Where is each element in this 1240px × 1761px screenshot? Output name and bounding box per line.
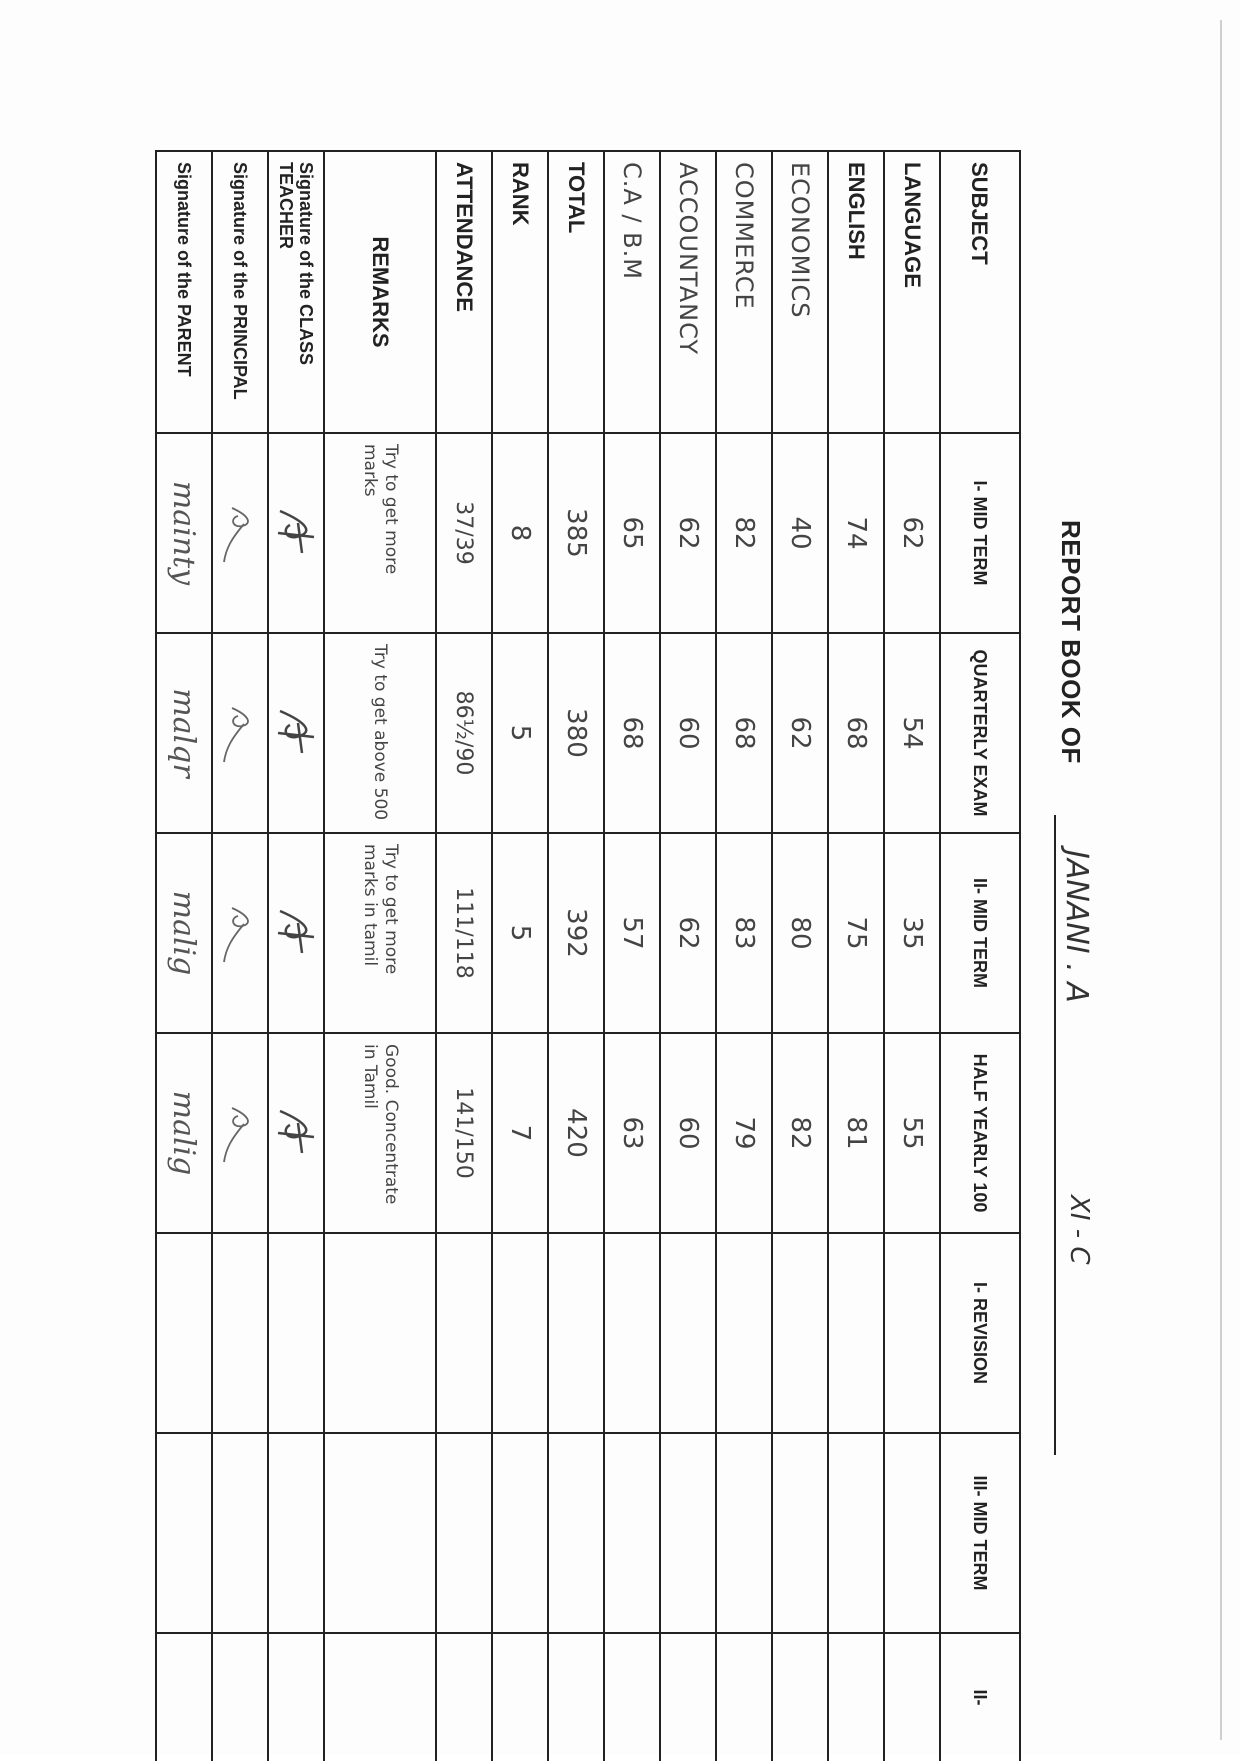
teacher-signature [268, 633, 324, 833]
cell-value [436, 1633, 492, 1761]
row-label-economics: ECONOMICS [772, 151, 828, 433]
parent-signature [156, 633, 212, 833]
principal-signature-mark [218, 498, 262, 568]
remark-text: Good. Concentrate in Tamil [324, 1033, 436, 1233]
row-label-parent-signature: Signature of the PARENT [156, 151, 212, 433]
cell-value: 62 [772, 633, 828, 833]
parent-signature-text: mainty [166, 480, 202, 586]
cell-value: 37/39 [436, 433, 492, 633]
cell-value [660, 1233, 716, 1433]
cell-value: 7 [492, 1033, 548, 1233]
principal-signature-mark [218, 1098, 262, 1168]
cell-value: 68 [604, 633, 660, 833]
remark-text [324, 1633, 436, 1761]
cell-value [884, 1633, 940, 1761]
cell-value: 420 [548, 1033, 604, 1233]
teacher-signature [268, 433, 324, 633]
table-row [548, 151, 604, 1761]
cell-value: 68 [828, 633, 884, 833]
cell-value: 68 [716, 633, 772, 833]
cell-value: 65 [604, 433, 660, 633]
cell-value [660, 1633, 716, 1761]
cell-value [604, 1233, 660, 1433]
col-header-subject: SUBJECT [940, 151, 1020, 433]
cell-value: 75 [828, 833, 884, 1033]
col-header-mid-term-3: III- MID TERM [940, 1433, 1020, 1633]
cell-value: 83 [716, 833, 772, 1033]
cell-value: 82 [772, 1033, 828, 1233]
cell-value: 62 [660, 833, 716, 1033]
col-header-quarterly: QUARTERLY EXAM [940, 633, 1020, 833]
cell-value: 86½/90 [436, 633, 492, 833]
cell-value [604, 1433, 660, 1633]
cell-value: 62 [660, 433, 716, 633]
cell-value: 82 [716, 433, 772, 633]
row-label-class-teacher-signature: Signature of the CLASS TEACHER [268, 151, 324, 433]
cell-value: 141/150 [436, 1033, 492, 1233]
cell-value [548, 1633, 604, 1761]
cell-value [548, 1233, 604, 1433]
table-row [492, 151, 548, 1761]
remark-text: Try to get more marks [324, 433, 436, 633]
student-name: JANANI . A [1059, 850, 1094, 1003]
principal-signature [212, 1033, 268, 1233]
parent-signature-text: malqr [166, 688, 202, 778]
row-label-language: LANGUAGE [884, 151, 940, 433]
row-label-commerce: COMMERCE [716, 151, 772, 433]
cell-value [436, 1433, 492, 1633]
empty-cell [156, 1233, 212, 1433]
teacher-signature-mark [274, 503, 318, 563]
table-row [436, 151, 492, 1761]
cell-value [604, 1633, 660, 1761]
cell-value [716, 1433, 772, 1633]
cell-value [772, 1233, 828, 1433]
cell-value [828, 1233, 884, 1433]
empty-cell [212, 1633, 268, 1761]
col-header-half-yearly: HALF YEARLY 100 [940, 1033, 1020, 1233]
remark-text [324, 1233, 436, 1433]
remark-text [324, 1433, 436, 1633]
remark-text: Try to get more marks in tamil [324, 833, 436, 1033]
empty-cell [212, 1433, 268, 1633]
cell-value [436, 1233, 492, 1433]
parent-signature [156, 1033, 212, 1233]
cell-value: 35 [884, 833, 940, 1033]
cell-value: 60 [660, 633, 716, 833]
cell-value: 55 [884, 1033, 940, 1233]
cell-value: 111/118 [436, 833, 492, 1033]
teacher-signature [268, 1033, 324, 1233]
cell-value [716, 1233, 772, 1433]
cell-value [772, 1433, 828, 1633]
table-row [660, 151, 716, 1761]
empty-cell [156, 1633, 212, 1761]
header-row [940, 151, 1020, 1761]
name-underline [1054, 815, 1056, 1455]
student-class: XI - C [1064, 1195, 1094, 1265]
cell-value: 8 [492, 433, 548, 633]
row-label-total: TOTAL [548, 151, 604, 433]
cell-value: 40 [772, 433, 828, 633]
principal-signature-mark [218, 898, 262, 968]
cell-value: 5 [492, 833, 548, 1033]
cell-value: 63 [604, 1033, 660, 1233]
table-row [772, 151, 828, 1761]
empty-cell [212, 1233, 268, 1433]
cell-value [548, 1433, 604, 1633]
principal-signature [212, 433, 268, 633]
parent-signature [156, 833, 212, 1033]
parent-signature-text: malig [166, 1090, 202, 1176]
signature-row [268, 151, 324, 1761]
principal-signature-mark [218, 698, 262, 768]
row-label-principal-signature: Signature of the PRINCIPAL [212, 151, 268, 433]
table-row [884, 151, 940, 1761]
cell-value [492, 1233, 548, 1433]
row-label-attendance: ATTENDANCE [436, 151, 492, 433]
row-label-english: ENGLISH [828, 151, 884, 433]
signature-row [212, 151, 268, 1761]
principal-signature [212, 633, 268, 833]
cell-value: 79 [716, 1033, 772, 1233]
cell-value [828, 1633, 884, 1761]
row-label-remarks: REMARKS [324, 151, 436, 433]
teacher-signature [268, 833, 324, 1033]
cell-value [716, 1633, 772, 1761]
cell-value: 81 [828, 1033, 884, 1233]
cell-value: 54 [884, 633, 940, 833]
empty-cell [268, 1233, 324, 1433]
cell-value: 74 [828, 433, 884, 633]
teacher-signature-mark [274, 703, 318, 763]
teacher-signature-mark [274, 903, 318, 963]
cell-value [492, 1633, 548, 1761]
empty-cell [268, 1633, 324, 1761]
row-label-rank: RANK [492, 151, 548, 433]
marks-table [155, 150, 1021, 1761]
scan-edge [1220, 20, 1222, 1740]
remark-text: Try to get above 500 [324, 633, 436, 833]
teacher-signature-mark [274, 1103, 318, 1163]
remarks-row [324, 151, 436, 1761]
cell-value [828, 1433, 884, 1633]
table-row [716, 151, 772, 1761]
cell-value [884, 1433, 940, 1633]
col-header-revision-1: I- REVISION [940, 1233, 1020, 1433]
cell-value: 392 [548, 833, 604, 1033]
cell-value: 5 [492, 633, 548, 833]
signature-row [156, 151, 212, 1761]
cell-value [660, 1433, 716, 1633]
row-label-accountancy: ACCOUNTANCY [660, 151, 716, 433]
parent-signature [156, 433, 212, 633]
cell-value: 62 [884, 433, 940, 633]
col-header-mid-term-1: I- MID TERM [940, 433, 1020, 633]
table-row [604, 151, 660, 1761]
report-heading [1038, 150, 1098, 1760]
row-label-ca-bm: C.A / B.M [604, 151, 660, 433]
col-header-truncated: II- [940, 1633, 1020, 1761]
parent-signature-text: malig [166, 890, 202, 976]
col-header-mid-term-2: II- MID TERM [940, 833, 1020, 1033]
empty-cell [156, 1433, 212, 1633]
cell-value: 380 [548, 633, 604, 833]
cell-value [772, 1633, 828, 1761]
empty-cell [268, 1433, 324, 1633]
cell-value: 385 [548, 433, 604, 633]
cell-value [884, 1233, 940, 1433]
cell-value: 80 [772, 833, 828, 1033]
table-row [828, 151, 884, 1761]
principal-signature [212, 833, 268, 1033]
report-title: REPORT BOOK OF [1056, 520, 1086, 764]
report-book [48, 150, 1098, 1760]
cell-value: 60 [660, 1033, 716, 1233]
cell-value [492, 1433, 548, 1633]
cell-value: 57 [604, 833, 660, 1033]
